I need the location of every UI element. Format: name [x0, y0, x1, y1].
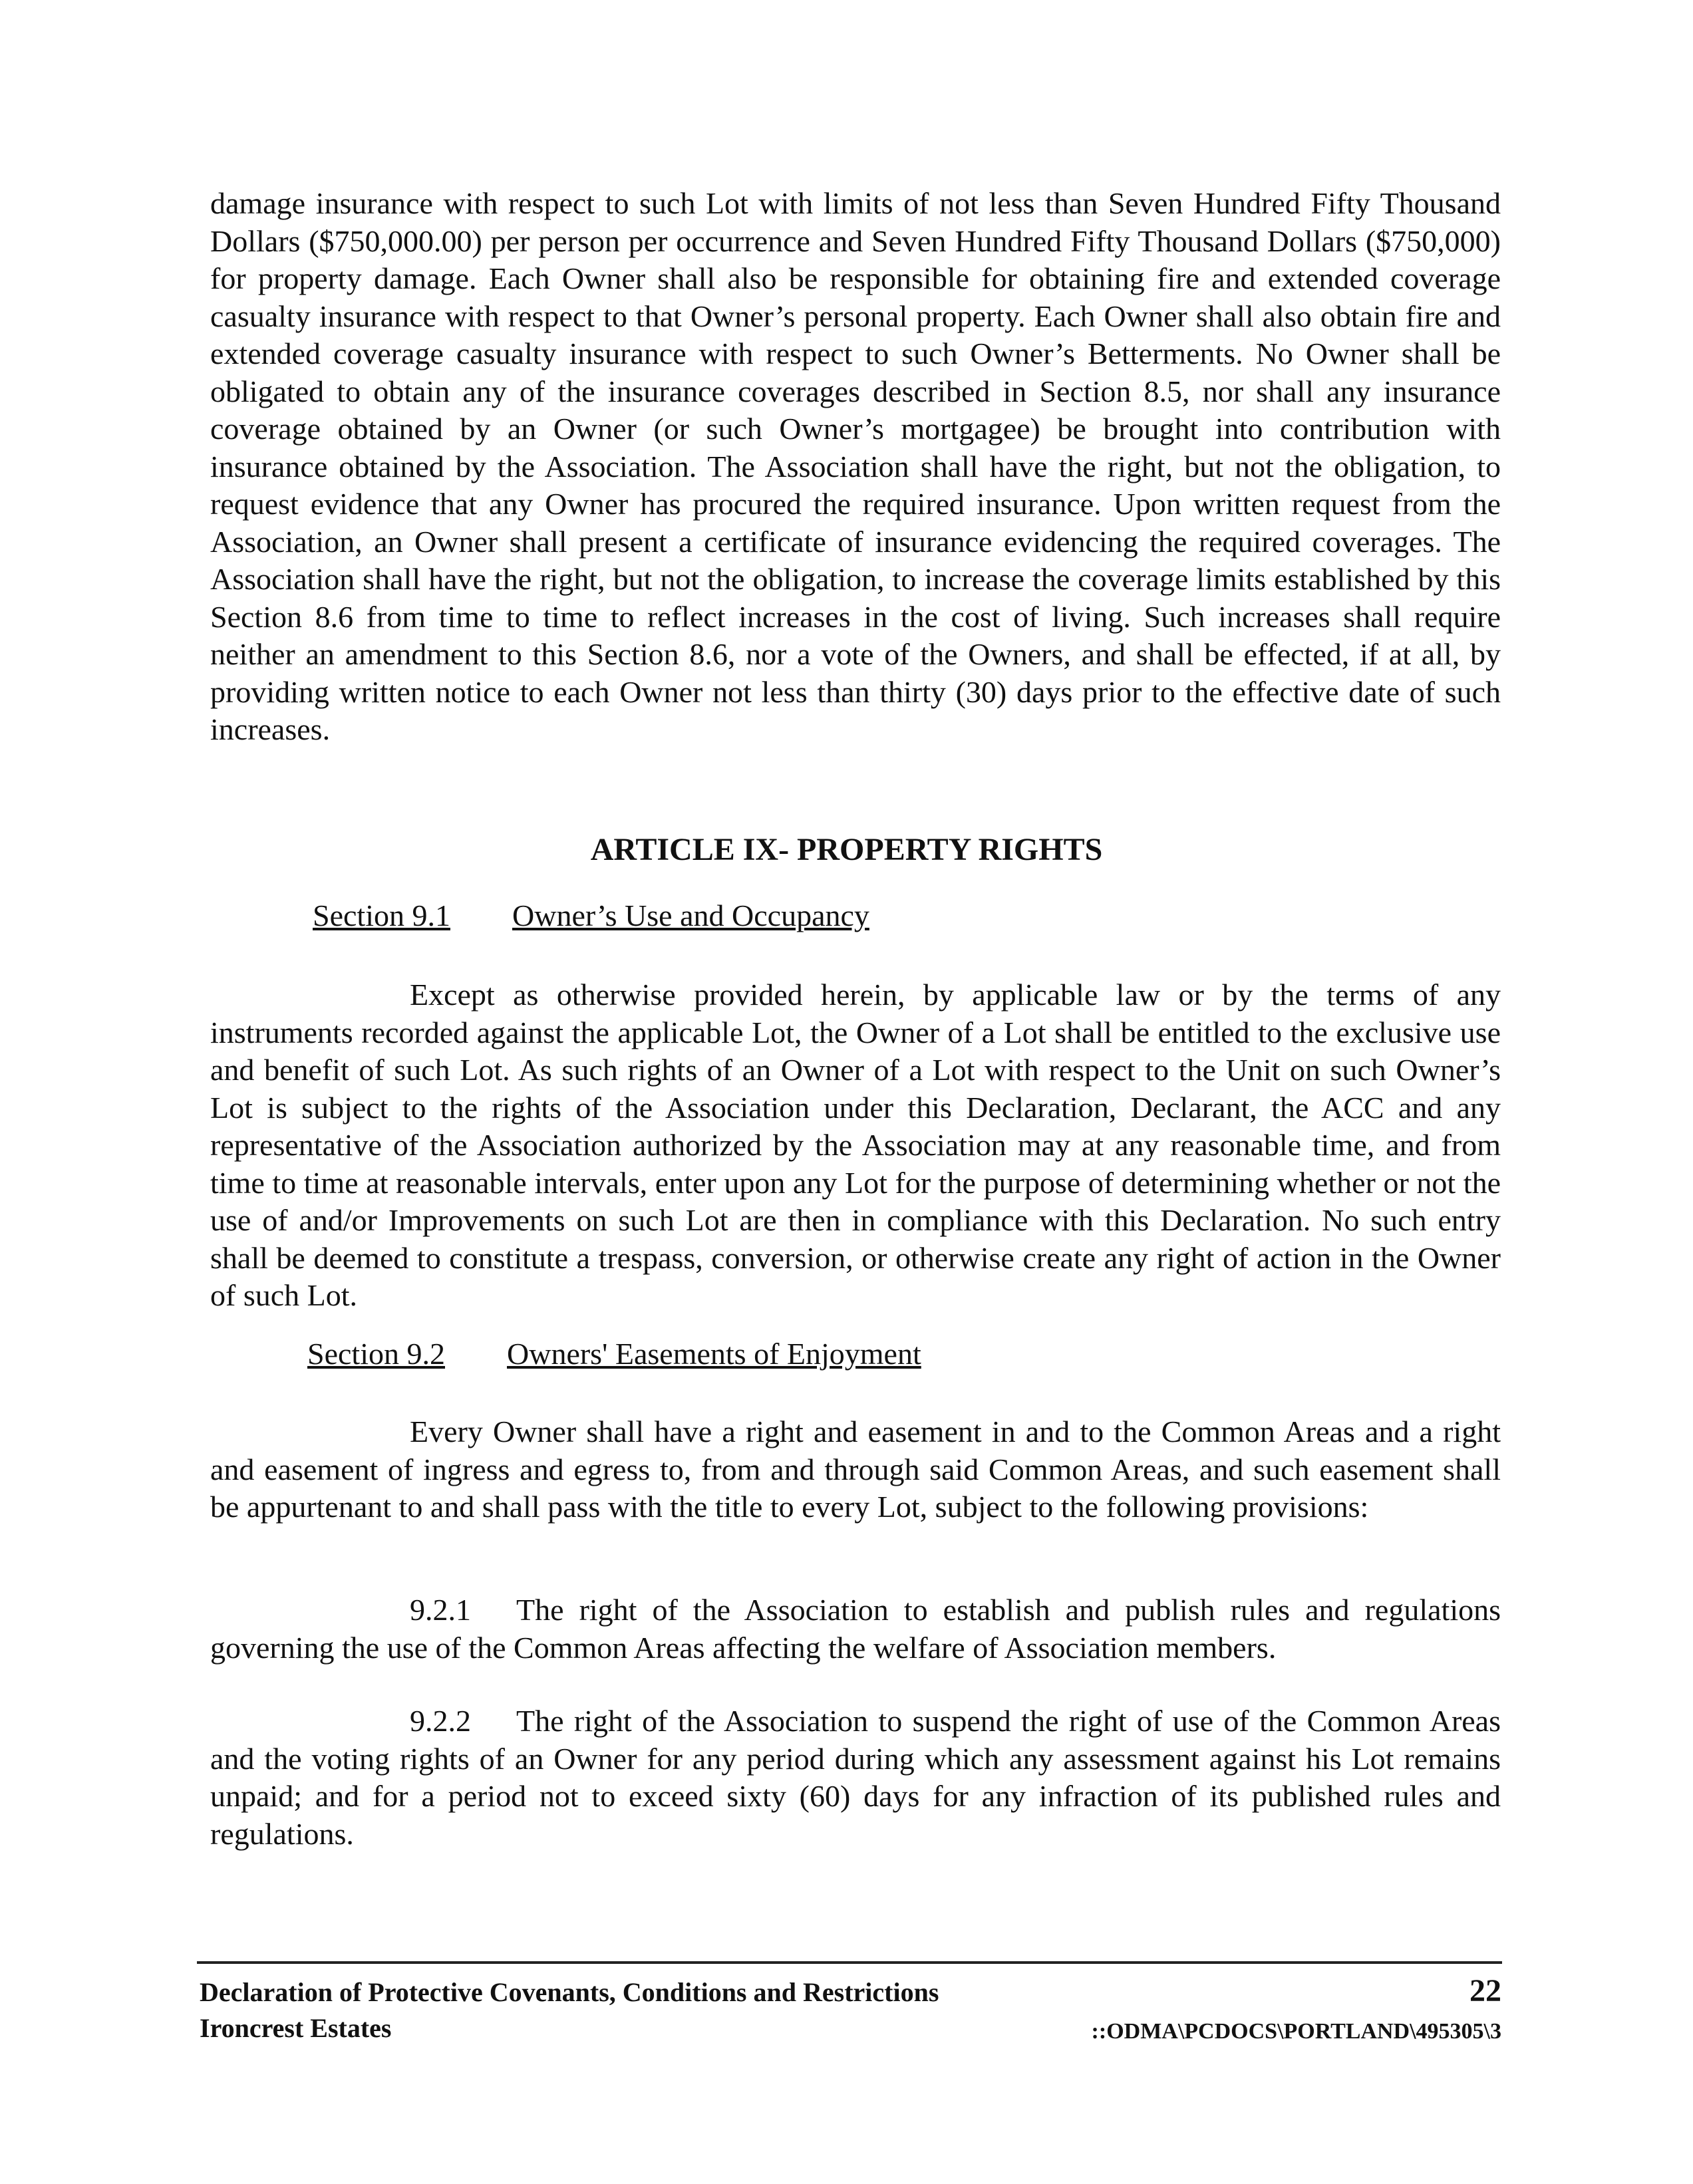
footer-document-title: Declaration of Protective Covenants, Conditions and Restrictions	[200, 1977, 939, 2007]
subsection-9-2-2-text: The right of the Association to suspend the right of use of the Common Areas and the voting rights of an Owner for any period during which any assessment against his Lot remains unpaid; and for a period not to exceed sixty (60) days for any infraction of its published rules and regulations.	[210, 1704, 1501, 1851]
section-9-2-title: Owners' Easements of Enjoyment	[507, 1337, 921, 1371]
footer-document-path: ::ODMA\PCDOCS\PORTLAND\495305\3	[1091, 2019, 1501, 2044]
footer-divider	[197, 1961, 1502, 1964]
section-9-1-number: Section 9.1	[313, 898, 450, 932]
paragraph-insurance-continuation: damage insurance with respect to such Lot with limits of not less than Seven Hundred Fifty Thousand Dollars ($750,000.00) per person per occurrence and Seven Hundred Fifty Thousand Dollars ($750,000) for property damage. Each Owner shall also be responsible for obtaining fire and extended coverage casualty insurance with respect to that Owner’s personal property. Each Owner shall also obtain fire and extended coverage casualty insurance with respect to such Owner’s Betterments. No Owner shall be obligated to obtain any of the insurance coverages described in Section 8.5, nor shall any insurance coverage obtained by an Owner (or such Owner’s mortgagee) be brought into contribution with insurance obtained by the Association. The Association shall have the right, but not the obligation, to request evidence that any Owner has procured the required insurance. Upon written request from the Association, an Owner shall present a certificate of insurance evidencing the required coverages. The Association shall have the right, but not the obligation, to increase the coverage limits established by this Section 8.6 from time to time to reflect increases in the cost of living. Such increases shall require neither an amendment to this Section 8.6, nor a vote of the Owners, and shall be effected, if at all, by providing written notice to each Owner not less than thirty (30) days prior to the effective date of such increases.	[210, 186, 1501, 746]
article-heading: ARTICLE IX- PROPERTY RIGHTS	[590, 832, 1103, 867]
subsection-9-2-2	[210, 1703, 1501, 1853]
footer-estate-name: Ironcrest Estates	[200, 2013, 392, 2043]
subsection-9-2-1	[210, 1591, 1501, 1667]
subsection-9-2-1-number: 9.2.1	[410, 1593, 471, 1627]
section-9-1-title: Owner’s Use and Occupancy	[512, 898, 869, 932]
subsection-9-2-1-text: The right of the Association to establish and publish rules and regulations governing the use of the Common Areas affecting the welfare of Association members.	[210, 1593, 1501, 1665]
subsection-9-2-2-number: 9.2.2	[410, 1704, 471, 1738]
section-9-1-text: Except as otherwise provided herein, by applicable law or by the terms of any instruments recorded against the applicable Lot, the Owner of a Lot shall be entitled to the exclusive use and benefit of such Lot. As such rights of an Owner of a Lot with respect to the Unit on such Owner’s Lot is subject to the rights of the Association under this Declaration, Declarant, the ACC and any representative of the Association authorized by the Association may at any reasonable time, and from time to time at reasonable intervals, enter upon any Lot for the purpose of determining whether or not the use of and/or Improvements on such Lot are then in compliance with this Declaration. No such entry shall be deemed to constitute a trespass, conversion, or otherwise create any right of action in the Owner of such Lot.	[210, 978, 1501, 1312]
section-9-2-text: Every Owner shall have a right and easement in and to the Common Areas and a right and easement of ingress and egress to, from and through said Common Areas, and such easement shall be appurtenant to and shall pass with the title to every Lot, subject to the following provisions:	[210, 1415, 1501, 1524]
footer-page-number: 22	[1469, 1973, 1501, 2008]
section-9-2-number: Section 9.2	[307, 1337, 445, 1371]
